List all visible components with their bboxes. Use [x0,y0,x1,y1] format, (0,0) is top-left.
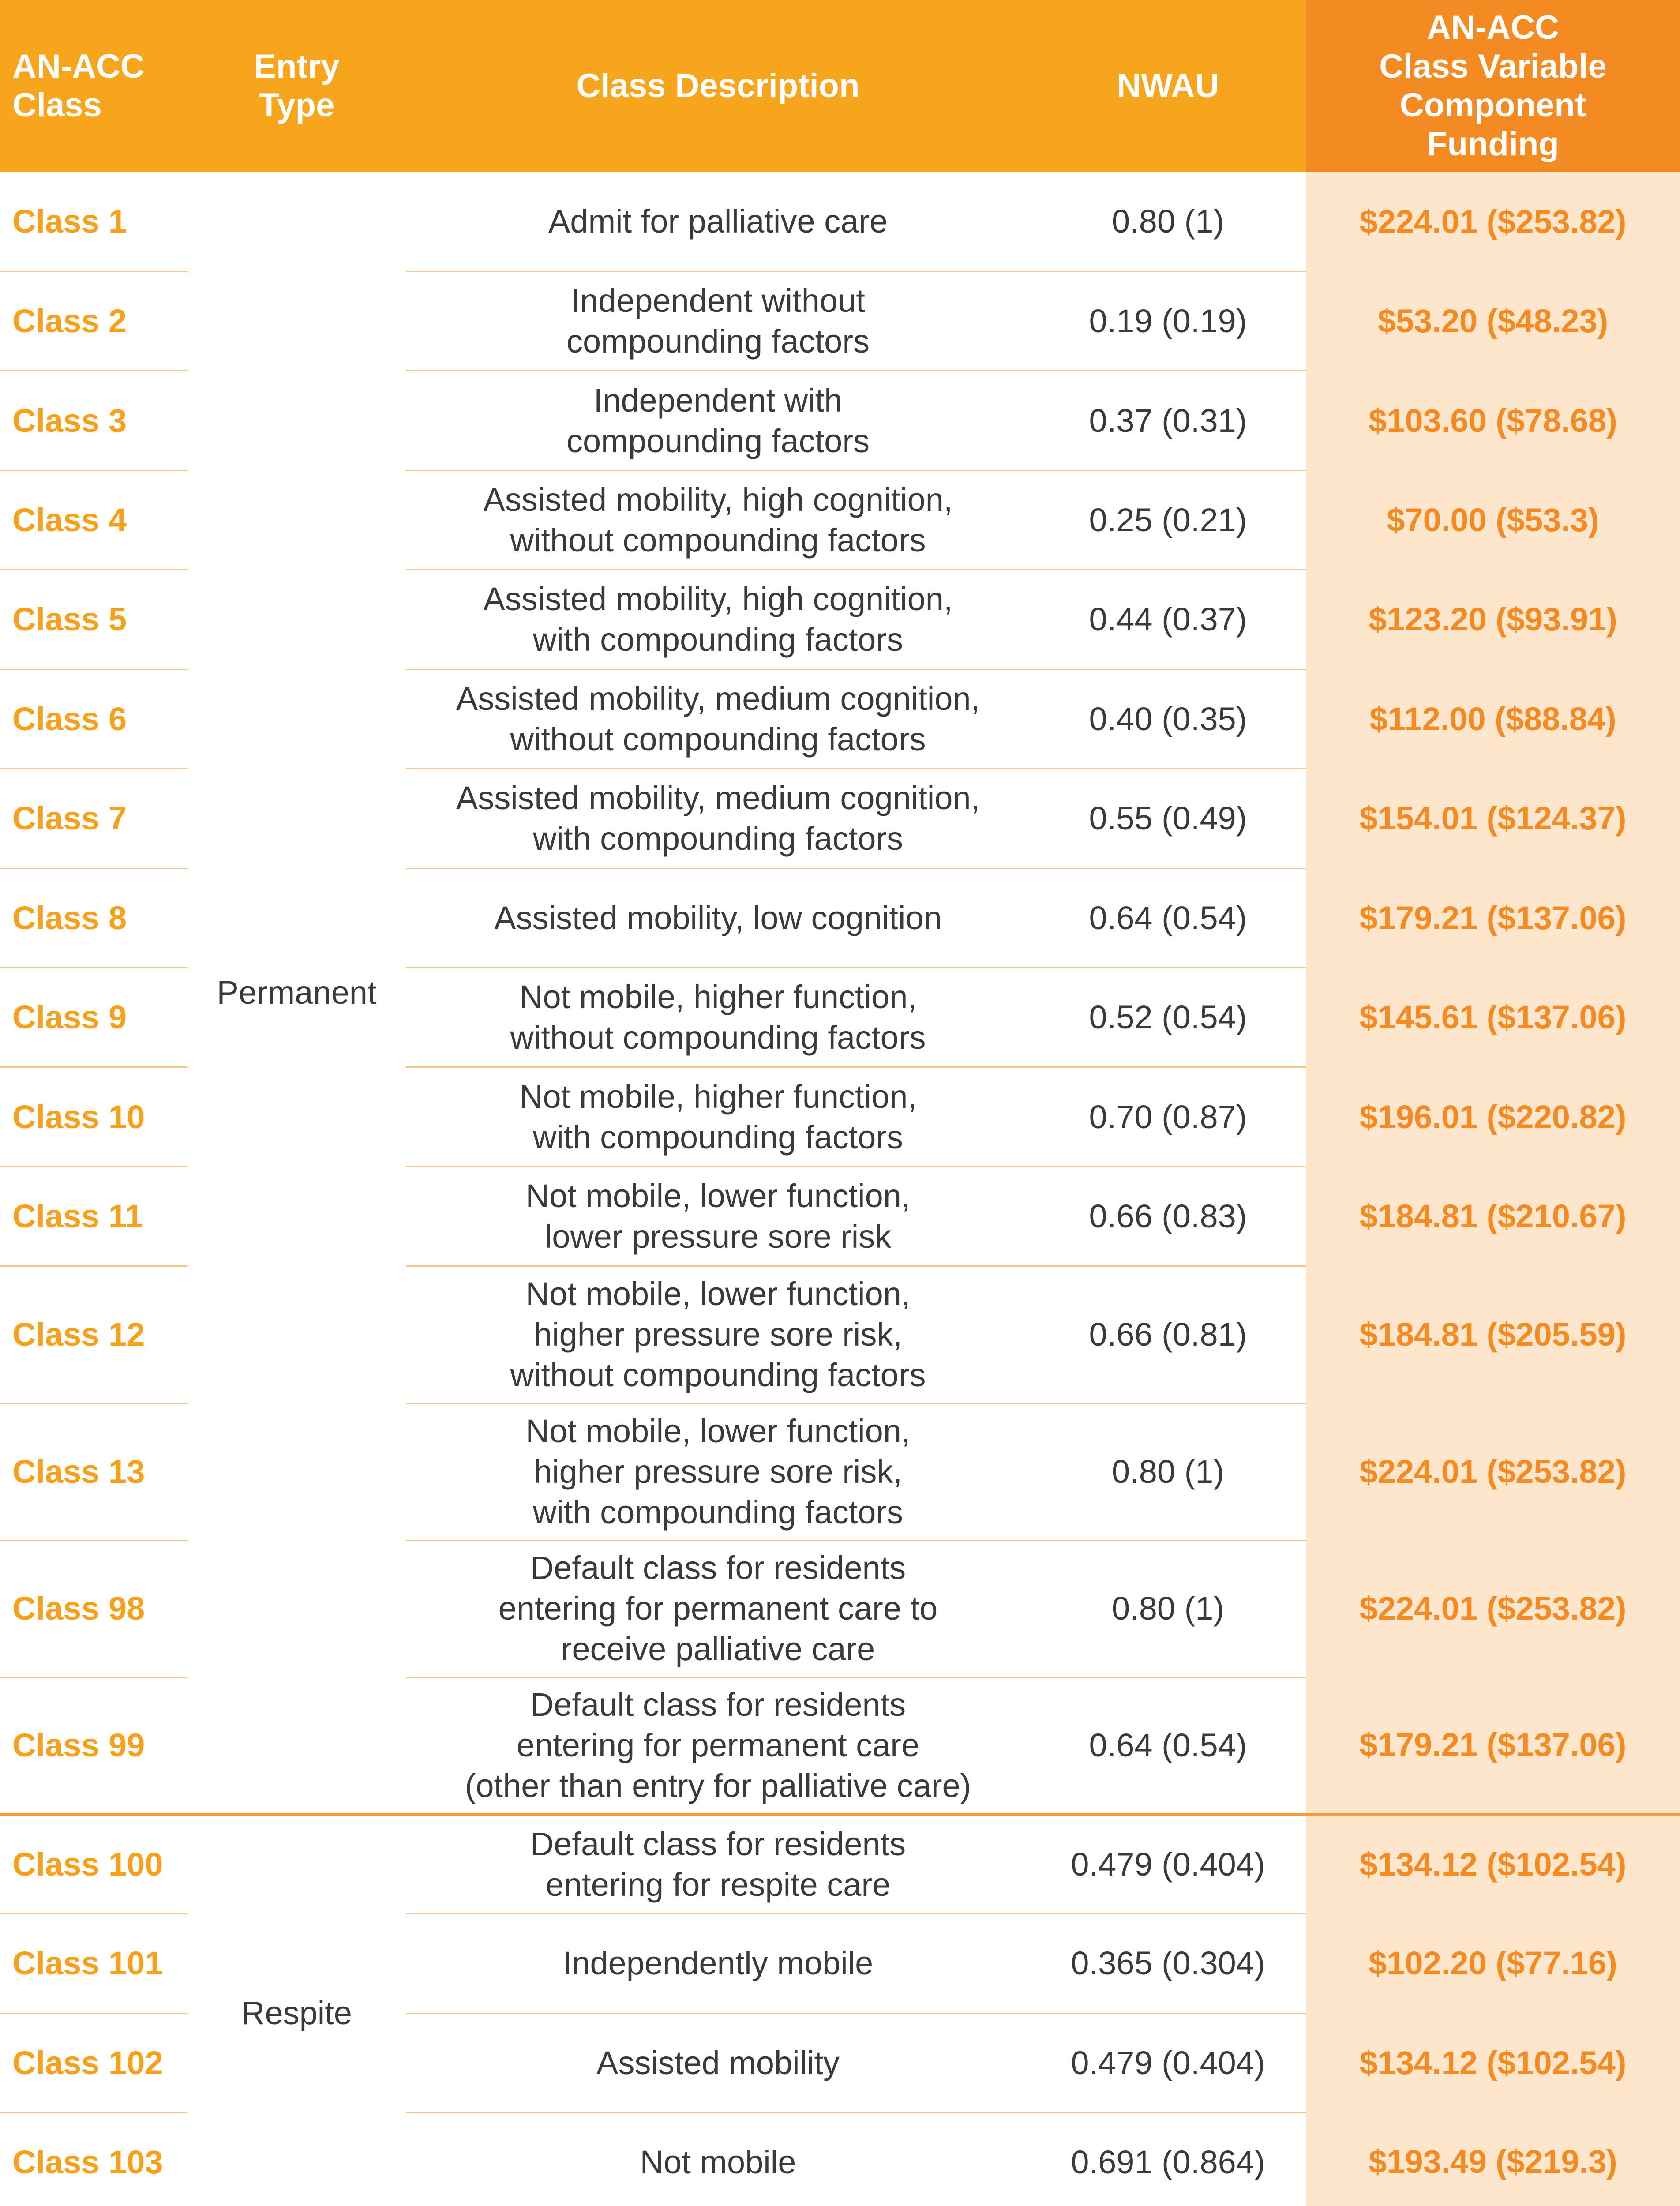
description-line: Default class for residents [530,1686,906,1723]
funding-cell: $184.81 ($210.67) [1306,1167,1680,1266]
entry-type-permanent: Permanent [217,974,377,1011]
description-line: higher pressure sore risk, [534,1453,902,1490]
class-name-cell: Class 3 [0,371,188,470]
description-line: Independent with [593,382,843,419]
class-description-cell [406,1403,1030,1540]
class-description-cell [406,1540,1030,1677]
class-description-cell [406,570,1030,669]
nwau-cell: 0.19 (0.19) [1030,271,1306,371]
funding-cell: $179.21 ($137.06) [1306,1677,1680,1815]
funding-cell: $224.01 ($253.82) [1306,1540,1680,1677]
nwau-cell: 0.64 (0.54) [1030,1677,1306,1815]
class-description-cell [406,1677,1030,1815]
description-line: Independent without [571,282,865,319]
class-description-cell [406,2113,1030,2206]
header-an-acc-class: AN-ACC Class [0,0,188,172]
class-name-cell: Class 103 [0,2113,188,2206]
funding-cell: $224.01 ($253.82) [1306,1403,1680,1540]
nwau-cell: 0.80 (1) [1030,1540,1306,1677]
class-description-cell [406,669,1030,769]
description-line: Not mobile, lower function, [525,1178,911,1215]
class-name-cell: Class 7 [0,769,188,868]
nwau-cell: 0.25 (0.21) [1030,470,1306,570]
table-row [0,172,1680,271]
nwau-cell: 0.691 (0.864) [1030,2113,1306,2206]
description-line: (other than entry for palliative care) [465,1767,971,1805]
class-name-cell: Class 1 [12,203,127,240]
class-description-cell [406,968,1030,1067]
nwau-cell: 0.44 (0.37) [1030,570,1306,669]
class-name-cell: Class 10 [0,1067,188,1167]
nwau-cell: 0.365 (0.304) [1030,1914,1306,2013]
class-description-cell [406,1167,1030,1266]
nwau-cell: 0.479 (0.404) [1030,2013,1306,2112]
class-description-cell [406,868,1030,968]
description-line: without compounding factors [510,1019,926,1056]
class-name-cell: Class 12 [0,1266,188,1403]
nwau-cell: 0.64 (0.54) [1030,868,1306,968]
description-line: Not mobile, higher function, [519,1078,917,1115]
description-line: Default class for residents [530,1549,906,1587]
header-class-description: Class Description [406,0,1030,172]
class-description-cell [406,470,1030,570]
description-line: receive palliative care [561,1631,875,1668]
funding-cell: $224.01 ($253.82) [1306,172,1680,271]
description-line: Assisted mobility [596,2044,840,2081]
description-line: with compounding factors [532,1118,904,1156]
class-name-cell: Class 2 [0,271,188,371]
header-entry-type: Entry Type [188,0,406,172]
class-name-cell: Class 5 [0,570,188,669]
funding-cell: $103.60 ($78.68) [1306,371,1680,470]
class-description-cell [406,172,1030,271]
table-body [0,172,1680,2206]
class-description-cell [406,1814,1030,1913]
class-name-cell: Class 4 [0,470,188,570]
description-line: without compounding factors [510,522,926,559]
header-row [0,0,1680,172]
description-line: entering for respite care [545,1866,891,1903]
description-line: entering for permanent care [516,1727,920,1764]
description-line: Admit for palliative care [548,203,888,240]
class-name-cell: Class 11 [0,1167,188,1266]
nwau-cell: 0.80 (1) [1111,203,1225,240]
table-header [0,0,1680,172]
description-line: compounding factors [566,323,870,360]
class-name-cell: Class 102 [0,2013,188,2112]
funding-cell: $193.49 ($219.3) [1306,2113,1680,2206]
description-line: Not mobile, lower function, [525,1412,911,1449]
header-nwau: NWAU [1030,0,1306,172]
description-line: Assisted mobility, high cognition, [483,481,953,518]
description-line: Assisted mobility, low cognition [494,899,942,936]
class-description-cell [406,769,1030,868]
nwau-cell: 0.66 (0.81) [1030,1266,1306,1403]
description-line: Independently mobile [562,1945,874,1982]
funding-cell: $179.21 ($137.06) [1306,868,1680,968]
description-line: Not mobile [640,2143,796,2180]
funding-cell: $134.12 ($102.54) [1306,2013,1680,2112]
description-line: Assisted mobility, medium cognition, [456,680,980,717]
class-name-cell: Class 101 [0,1914,188,2013]
class-description-cell [406,271,1030,371]
funding-cell: $112.00 ($88.84) [1306,669,1680,769]
description-line: with compounding factors [532,621,904,658]
header-funding: AN-ACC Class Variable Component Funding [1306,0,1680,172]
funding-cell: $134.12 ($102.54) [1306,1814,1680,1913]
nwau-cell: 0.40 (0.35) [1030,669,1306,769]
description-line: entering for permanent care to [498,1590,938,1627]
description-line: lower pressure sore risk [544,1218,892,1255]
table-row [0,1814,1680,1913]
class-name-cell: Class 9 [0,968,188,1067]
nwau-cell: 0.479 (0.404) [1030,1814,1306,1913]
class-name-cell: Class 100 [0,1814,188,1913]
description-line: Assisted mobility, high cognition, [483,581,953,618]
funding-cell: $145.61 ($137.06) [1306,968,1680,1067]
description-line: higher pressure sore risk, [534,1316,902,1353]
class-name-cell: Class 8 [0,868,188,968]
nwau-cell: 0.52 (0.54) [1030,968,1306,1067]
class-name-cell: Class 6 [0,669,188,769]
nwau-cell: 0.80 (1) [1030,1403,1306,1540]
class-name-cell: Class 98 [0,1540,188,1677]
funding-cell: $196.01 ($220.82) [1306,1067,1680,1167]
description-line: without compounding factors [510,1357,926,1394]
funding-cell: $154.01 ($124.37) [1306,769,1680,868]
description-line: with compounding factors [532,1493,904,1531]
nwau-cell: 0.37 (0.31) [1030,371,1306,470]
class-name-cell: Class 13 [0,1403,188,1540]
description-line: Default class for residents [530,1825,906,1862]
nwau-cell: 0.70 (0.87) [1030,1067,1306,1167]
class-description-cell [406,1067,1030,1167]
description-line: compounding factors [566,422,870,459]
description-line: with compounding factors [532,820,904,857]
class-description-cell [406,371,1030,470]
class-description-cell [406,2013,1030,2112]
funding-cell: $123.20 ($93.91) [1306,570,1680,669]
class-name-cell: Class 99 [0,1677,188,1815]
description-line: Not mobile, lower function, [525,1276,911,1313]
funding-cell: $70.00 ($53.3) [1306,470,1680,570]
funding-cell: $102.20 ($77.16) [1306,1914,1680,2013]
class-description-cell [406,1914,1030,2013]
entry-type-respite: Respite [188,1814,406,2206]
nwau-cell: 0.66 (0.83) [1030,1167,1306,1266]
funding-cell: $53.20 ($48.23) [1306,271,1680,371]
nwau-cell: 0.55 (0.49) [1030,769,1306,868]
class-description-cell [406,1266,1030,1403]
funding-cell: $184.81 ($205.59) [1306,1266,1680,1403]
description-line: Not mobile, higher function, [519,979,917,1016]
description-line: Assisted mobility, medium cognition, [456,780,980,817]
description-line: without compounding factors [510,720,926,758]
